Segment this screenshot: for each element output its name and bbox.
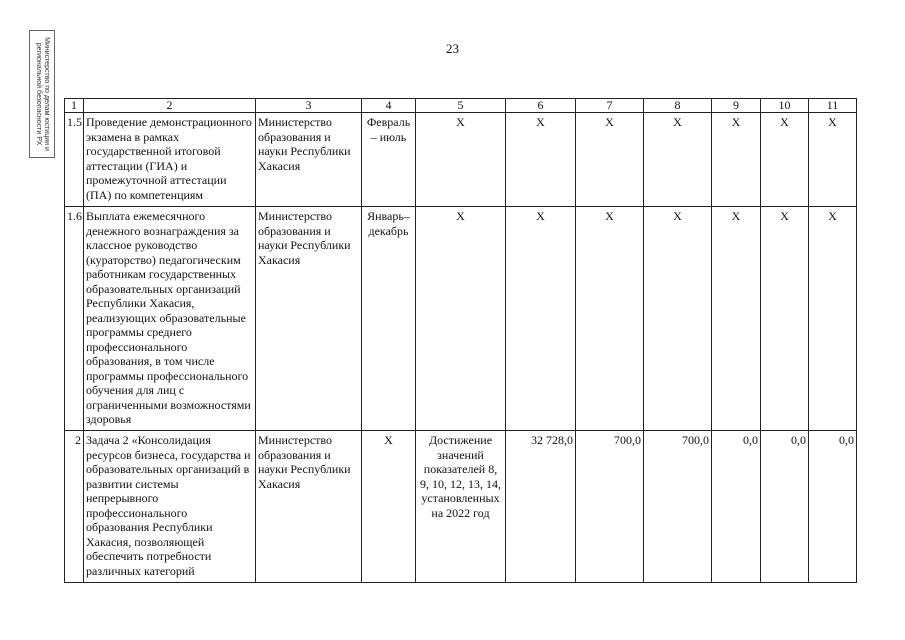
- row-result: Достижение значений показателей 8, 9, 10, 12, 13, 14, установленных на 2022 год: [416, 431, 506, 583]
- row-value-8: Х: [644, 207, 712, 431]
- row-value-10: Х: [761, 207, 809, 431]
- row-result: Х: [416, 207, 506, 431]
- row-value-8: 700,0: [644, 431, 712, 583]
- row-value-8: Х: [644, 113, 712, 207]
- header-cell: 4: [362, 99, 416, 113]
- header-cell: 8: [644, 99, 712, 113]
- plan-table: [64, 98, 857, 583]
- table-row: [65, 207, 857, 431]
- row-value-11: Х: [809, 113, 857, 207]
- row-value-9: 0,0: [712, 431, 761, 583]
- row-description: Выплата ежемесячного денежного вознаграждения за классное руководство (кураторство) педагогическим работникам государственных образовательных организаций Республики Хакасия, реализующих образовательные программы среднего профессионального образования, в том числе программы профессионального обучения для лиц с ограниченными возможностями здоровья: [84, 207, 256, 431]
- row-value-10: Х: [761, 113, 809, 207]
- table-row: [65, 113, 857, 207]
- row-value-9: Х: [712, 207, 761, 431]
- row-period: Х: [362, 431, 416, 583]
- row-result: Х: [416, 113, 506, 207]
- row-value-11: 0,0: [809, 431, 857, 583]
- registration-stamp: [29, 30, 55, 158]
- header-cell: 6: [506, 99, 576, 113]
- header-cell: 9: [712, 99, 761, 113]
- row-number: 1.5: [65, 113, 84, 207]
- row-value-7: 700,0: [576, 431, 644, 583]
- row-value-10: 0,0: [761, 431, 809, 583]
- row-number: 1.6: [65, 207, 84, 431]
- row-description: Задача 2 «Консолидация ресурсов бизнеса, государства и образовательных организаций в развитии системы непрерывного профессионального образования Республики Хакасия, позволяющей обеспечить потребности различных категорий: [84, 431, 256, 583]
- row-value-6: Х: [506, 207, 576, 431]
- header-cell: 7: [576, 99, 644, 113]
- header-cell: 10: [761, 99, 809, 113]
- row-value-6: Х: [506, 113, 576, 207]
- row-value-9: Х: [712, 113, 761, 207]
- page-number: 23: [446, 41, 459, 56]
- row-executor: Министерство образования и науки Республики Хакасия: [256, 113, 362, 207]
- row-executor: Министерство образования и науки Республики Хакасия: [256, 207, 362, 431]
- row-value-7: Х: [576, 113, 644, 207]
- header-cell: 2: [84, 99, 256, 113]
- header-cell: 11: [809, 99, 857, 113]
- table-row: [65, 431, 857, 583]
- row-value-11: Х: [809, 207, 857, 431]
- header-cell: 3: [256, 99, 362, 113]
- stamp-text: Министерство по делам юстиции и региональной безопасности РХ: [35, 37, 50, 151]
- row-executor: Министерство образования и науки Республики Хакасия: [256, 431, 362, 583]
- row-description: Проведение демонстрационного экзамена в рамках государственной итоговой аттестации (ГИА) и промежуточной аттестации (ПА) по компетенциям: [84, 113, 256, 207]
- row-period: Январь– декабрь: [362, 207, 416, 431]
- row-value-6: 32 728,0: [506, 431, 576, 583]
- header-cell: 5: [416, 99, 506, 113]
- row-number: 2: [65, 431, 84, 583]
- row-period: Февраль – июль: [362, 113, 416, 207]
- header-row: [65, 99, 857, 113]
- row-value-7: Х: [576, 207, 644, 431]
- header-cell: 1: [65, 99, 84, 113]
